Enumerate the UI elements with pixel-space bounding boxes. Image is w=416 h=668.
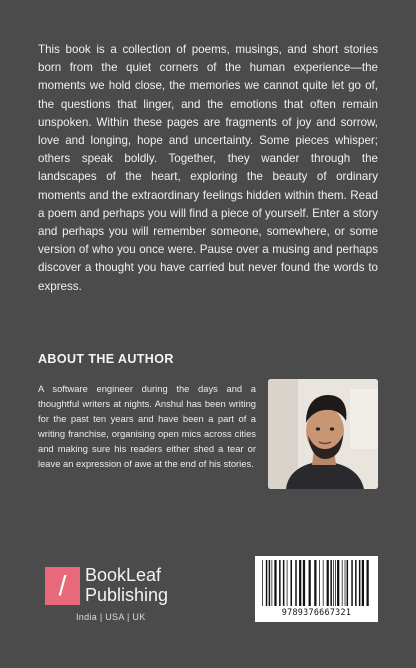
author-bio: A software engineer during the days and a thoughtful writers at nights. Anshul has been writing for the past ten years and have been a part of a writing franchise, organising open mics across cities and making sure his readers either shed a tear or leave an expression of awe at the end of his stories. <box>38 383 256 470</box>
book-blurb: This book is a collection of poems, musings, and short stories born from the quiet corners of the human experience—the moments we hold close, the memories we cannot quite let go of, the questions that linger, and the emotions that often remain unspoken. Within these pages are fragments of joy and sorrow, love and longing, hope and uncertainty. Some pieces whisper; others speak boldly. Together, they wander through the landscapes of the heart, exploring the beauty of ordinary moments and the extraordinary feelings hidden within them. Read a poem and perhaps you will find a piece of yourself. Enter a story and perhaps you will remember someone, somewhere, or some version of who you once were. Pause over a musing and perhaps discover a thought you have carried but never found the words to express. <box>38 43 378 293</box>
publisher-name-line1: BookLeaf <box>85 565 162 585</box>
publisher-name-line2: Publishing <box>85 585 169 605</box>
author-portrait-image <box>268 379 378 489</box>
author-photo <box>268 379 378 489</box>
isbn-barcode <box>255 556 378 622</box>
barcode-bars <box>261 560 372 606</box>
publisher-regions: India | USA | UK <box>76 612 146 622</box>
publisher-logo <box>45 567 185 605</box>
about-author-heading: ABOUT THE AUTHOR <box>38 352 174 366</box>
isbn-number: 9789376667321 <box>281 607 352 617</box>
bookleaf-slash-icon: / <box>45 567 80 605</box>
